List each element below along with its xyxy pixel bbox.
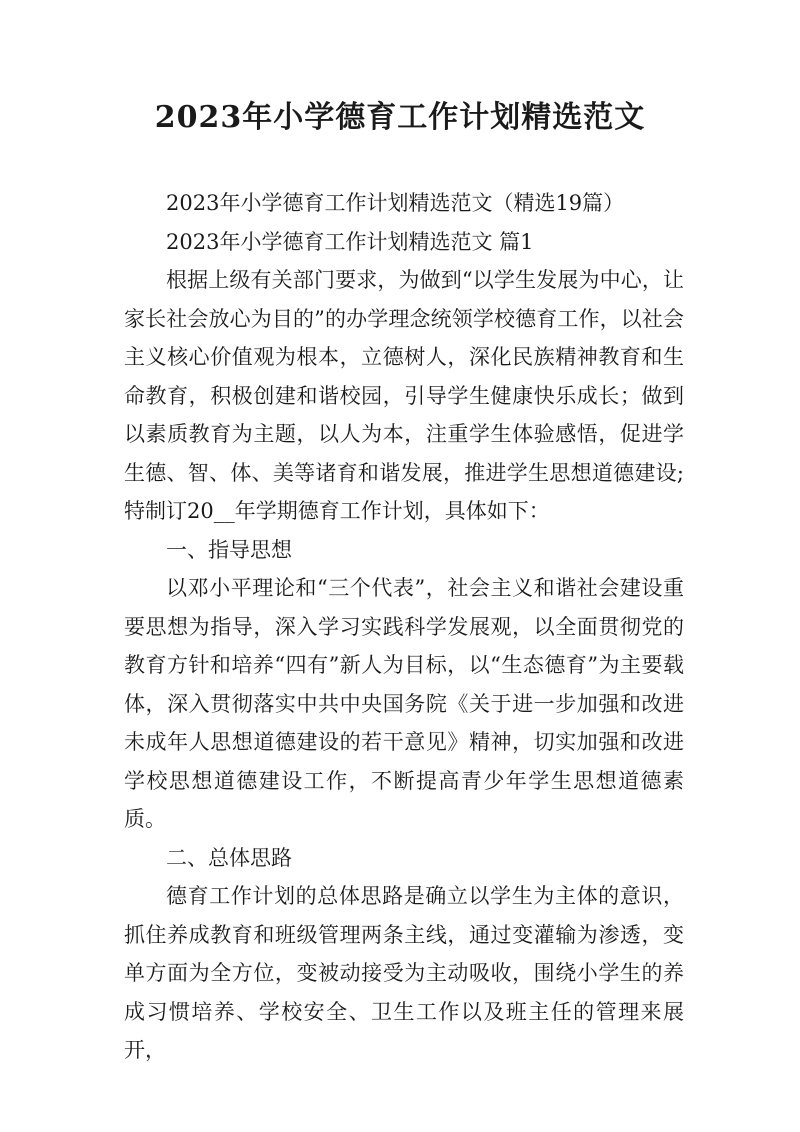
document-title: 2023年小学德育工作计划精选范文 — [154, 100, 646, 135]
document-subtitle: 2023年小学德育工作计划精选范文（精选19篇） — [166, 191, 625, 215]
paragraph-intro: 根据上级有关部门要求，为做到“以学生发展为中心，让家长社会放心为目的”的办学理念统领学校德育工作，以社会主义核心价值观为根本，立德树人，深化民族精神教育和生命教育，积极创建和谐校园，引导学生健康快乐成长；做到以素质教育为主题，以人为本，注重学生体验感悟，促进学生德、智、体、美等诸育和谐发展，推进学生思想道德建设;特制订20__年学期德育工作计划，具体如下： — [124, 268, 684, 523]
document-body — [124, 184, 684, 1070]
paragraph-guiding-thought: 以邓小平理论和“三个代表”，社会主义和谐社会建设重要思想为指导，深入学习实践科学发展观，以全面贯彻党的教育方针和培养“四有”新人为目标，以“生态德育”为主要载体，深入贯彻落实中共中央国务院《关于进一步加强和改进未成年人思想道德建设的若干意见》精神，切实加强和改进学校思想道德建设工作，不断提高青少年学生思想道德素质。 — [124, 576, 684, 831]
heading-overall-approach: 二、总体思路 — [166, 845, 292, 870]
section-title: 2023年小学德育工作计划精选范文 篇1 — [166, 229, 534, 254]
paragraph-overall-approach: 德育工作计划的总体思路是确立以学生为主体的意识，抓住养成教育和班级管理两条主线，通过变灌输为渗透，变单方面为全方位，变被动接受为主动吸收，围绕小学生的养成习惯培养、学校安全、卫生工作以及班主任的管理来展开， — [124, 884, 684, 1062]
heading-guiding-thought: 一、指导思想 — [166, 537, 292, 562]
